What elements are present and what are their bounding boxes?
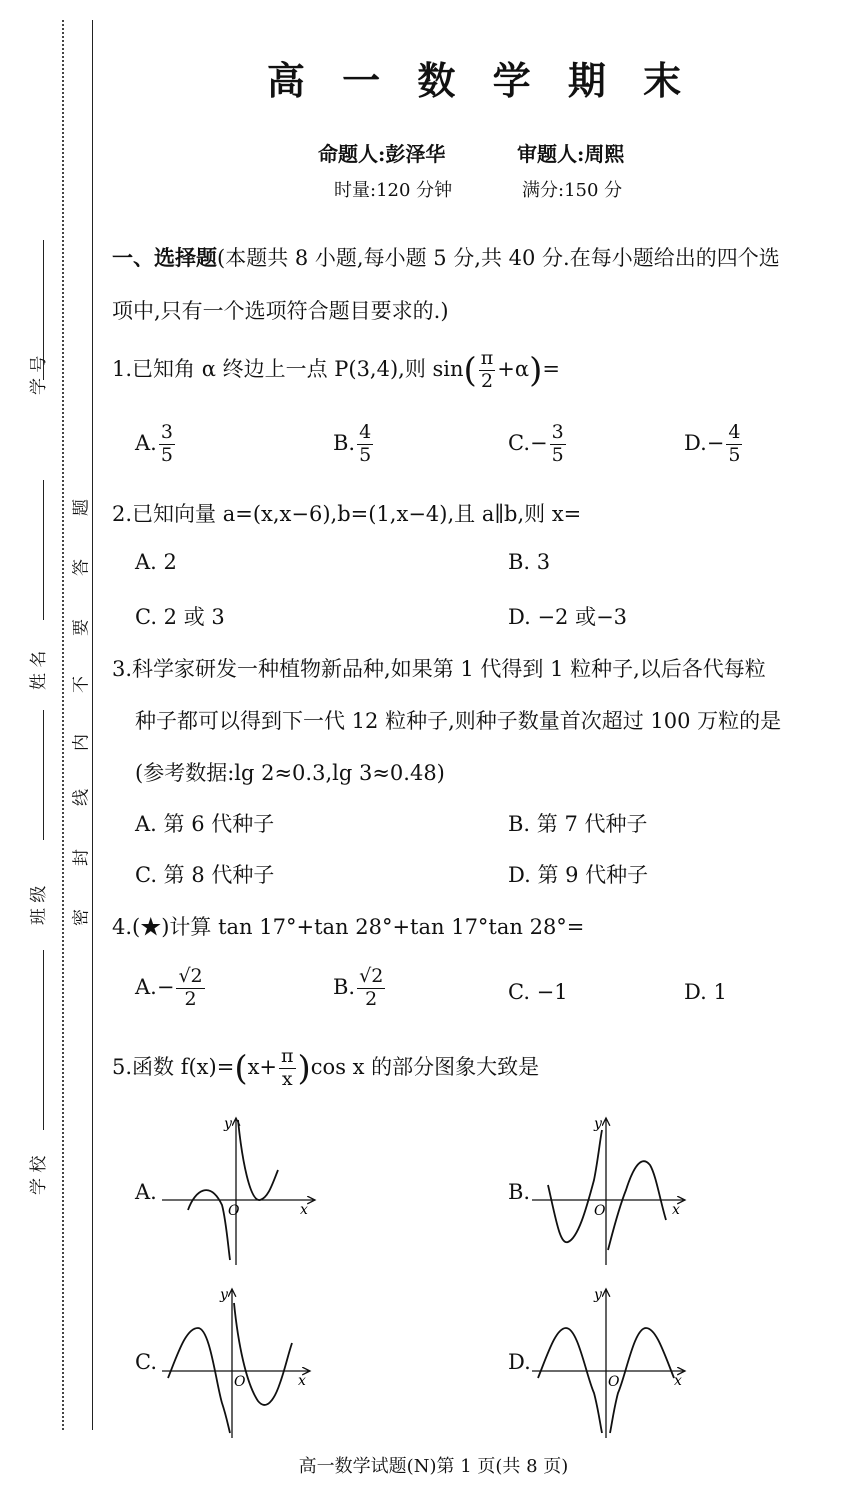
section-heading: 一、选择题	[112, 245, 217, 270]
q1-option-a[interactable]: A. $\frac{3}{5}$	[135, 421, 173, 466]
q4-option-c[interactable]: C. −1	[508, 980, 568, 1004]
q2-option-d[interactable]: D. −2 或−3	[508, 605, 628, 629]
q5-option-c[interactable]: C.	[135, 1350, 157, 1374]
seal-char: 内	[71, 734, 92, 751]
author: 命题人:彭泽华	[318, 142, 446, 166]
svg-text:y: y	[594, 1287, 602, 1303]
name-rule	[43, 480, 44, 620]
q3-option-a[interactable]: A. 第 6 代种子	[135, 812, 275, 836]
svg-text:y: y	[594, 1116, 602, 1132]
question-1: 1.已知角 α 终边上一点 P(3,4),则 sin( $\frac{\pi}{2}$ +α)=	[112, 347, 560, 392]
graph-c	[160, 1283, 320, 1443]
question-4: 4.(★)计算 tan 17°+tan 28°+tan 17°tan 28°=	[112, 915, 585, 939]
svg-text:y: y	[224, 1116, 232, 1132]
question-2: 2.已知向量 a=(x,x−6),b=(1,x−4),且 a∥b,则 x=	[112, 502, 582, 526]
q1-equals: =	[542, 356, 560, 381]
q5-option-b[interactable]: B.	[508, 1180, 531, 1204]
q1-option-c[interactable]: C.− $\frac{3}{5}$	[508, 421, 564, 466]
school-rule	[43, 950, 44, 1130]
exam-time: 时量:120 分钟	[334, 180, 453, 201]
q4-option-d[interactable]: D. 1	[684, 980, 727, 1004]
class-rule	[43, 710, 44, 840]
q5-option-d[interactable]: D.	[508, 1350, 531, 1374]
q5-option-a[interactable]: A.	[135, 1180, 157, 1204]
q3-option-d[interactable]: D. 第 9 代种子	[508, 863, 649, 887]
q4-option-b[interactable]: B. $\frac{√2}{2}$	[333, 965, 384, 1010]
svg-text:O: O	[608, 1374, 620, 1390]
page-title: 高 一 数 学 期 末	[266, 58, 694, 103]
field-student-id: 学 号	[29, 355, 49, 395]
section-intro	[112, 242, 780, 272]
svg-text:x: x	[672, 1202, 680, 1218]
svg-text:O: O	[594, 1203, 606, 1219]
q1-plus-alpha: +α	[497, 356, 530, 381]
question-5: 5.函数 f(x)=(x+ $\frac{\pi}{x}$ )cos x 的部分图象大致是	[112, 1045, 540, 1090]
q2-option-b[interactable]: B. 3	[508, 550, 551, 574]
section-desc-1: (本题共 8 小题,每小题 5 分,共 40 分.在每小题给出的四个选	[217, 246, 780, 270]
seal-char: 题	[71, 499, 92, 516]
q1-stem: 1.已知角 α 终边上一点 P(3,4),则 sin	[112, 356, 464, 381]
seal-char: 答	[71, 559, 92, 576]
field-school: 学 校	[29, 1155, 49, 1195]
svg-text:O: O	[234, 1374, 246, 1390]
q1-option-b[interactable]: B. $\frac{4}{5}$	[333, 421, 372, 466]
seal-char: 要	[71, 619, 92, 636]
question-3-line-3: (参考数据:lg 2≈0.3,lg 3≈0.48)	[135, 761, 445, 785]
svg-text:x: x	[674, 1373, 682, 1389]
svg-text:y: y	[220, 1287, 228, 1303]
graph-b	[530, 1110, 690, 1270]
field-name: 姓 名	[29, 650, 49, 690]
section-desc-2: 项中,只有一个选项符合题目要求的.)	[112, 299, 449, 323]
q3-option-c[interactable]: C. 第 8 代种子	[135, 863, 275, 887]
page-footer: 高一数学试题(N)第 1 页(共 8 页)	[298, 1456, 569, 1477]
q4-option-a[interactable]: A.− $\frac{√2}{2}$	[135, 965, 203, 1010]
graph-d	[530, 1283, 695, 1443]
reviewer: 审题人:周熙	[517, 142, 625, 166]
binding-solid-line	[92, 20, 93, 1430]
q1-option-d[interactable]: D.− $\frac{4}{5}$	[684, 421, 741, 466]
svg-text:x: x	[300, 1202, 308, 1218]
seal-char: 不	[71, 676, 92, 693]
q2-option-a[interactable]: A. 2	[135, 550, 177, 574]
question-3-line-2: 种子都可以得到下一代 12 粒种子,则种子数量首次超过 100 万粒的是	[135, 709, 782, 733]
q3-option-b[interactable]: B. 第 7 代种子	[508, 812, 648, 836]
svg-text:O: O	[228, 1203, 240, 1219]
binding-dotted-line	[62, 20, 64, 1430]
seal-char: 线	[71, 789, 92, 806]
graph-a	[160, 1110, 320, 1270]
seal-char: 封	[71, 849, 92, 866]
field-class: 班 级	[29, 885, 49, 925]
full-score: 满分:150 分	[522, 180, 623, 201]
question-3-line-1: 3.科学家研发一种植物新品种,如果第 1 代得到 1 粒种子,以后各代每粒	[112, 657, 766, 681]
q2-option-c[interactable]: C. 2 或 3	[135, 605, 225, 629]
q1-fraction: $\frac{\pi}{2}$	[480, 347, 494, 392]
svg-text:x: x	[298, 1373, 306, 1389]
seal-char: 密	[71, 909, 92, 926]
